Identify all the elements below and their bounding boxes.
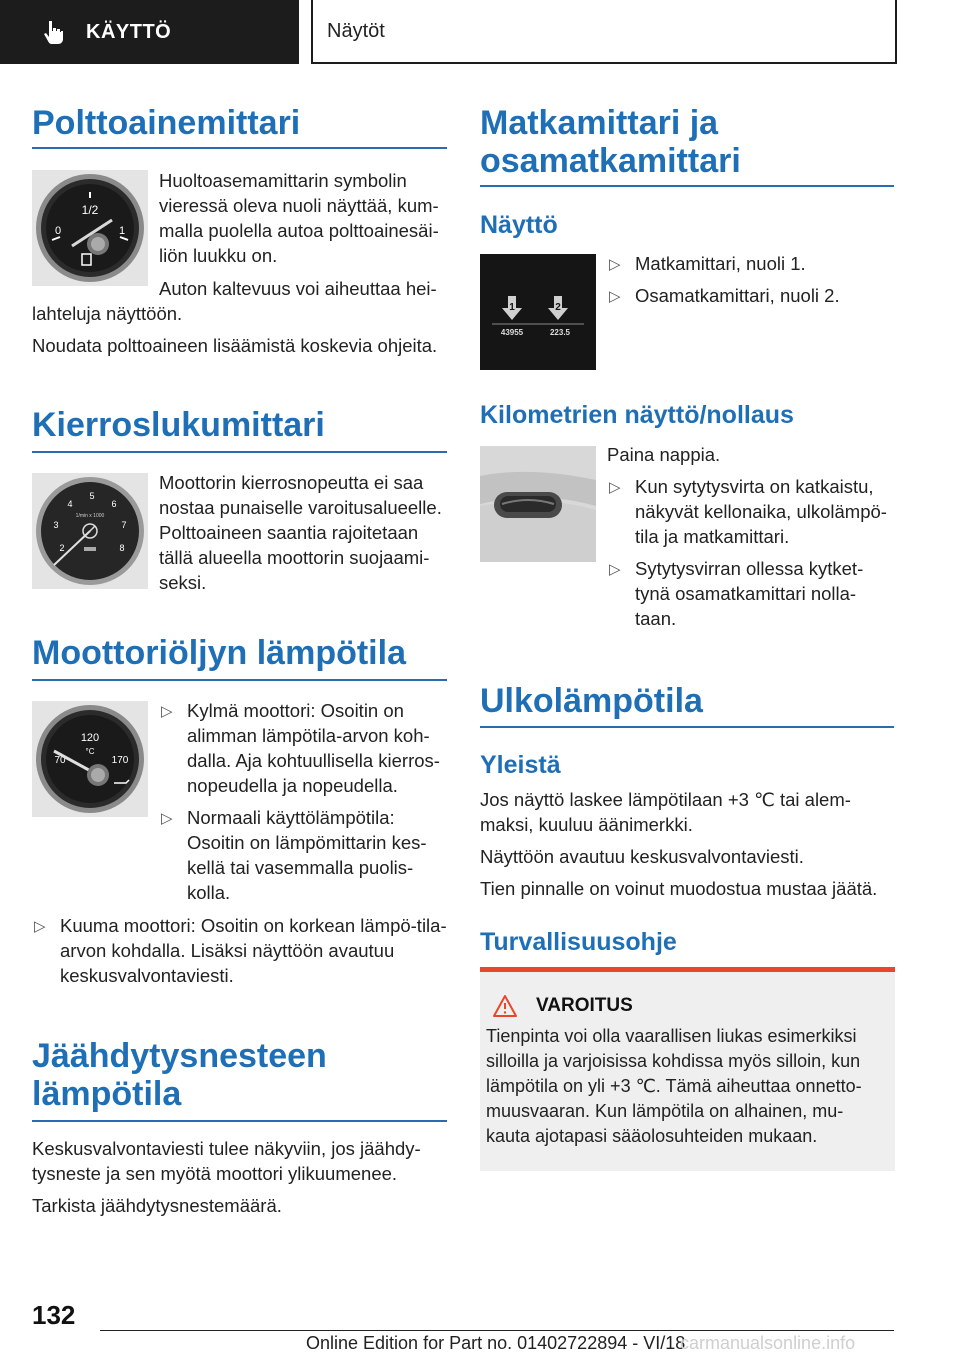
safety-title: Turvallisuusohje (480, 928, 677, 956)
chapter-tab (311, 0, 897, 64)
oil-gauge-mid: 120 (80, 732, 100, 744)
fuel-text2a: Auton kaltevuus voi aiheuttaa hei- (159, 278, 437, 299)
warning-box (480, 967, 895, 1171)
section-tab (0, 0, 299, 64)
hand-pointer-icon (40, 19, 66, 45)
oil-gauge-left: 70 (54, 755, 66, 766)
oil-item-1-text: Kylmä moottori: Osoitin on alimman lämpötila-arvon koh-dalla. Aja kohtuullisella kierros-nopeudella ja nopeudella. (187, 700, 440, 796)
rpm-text: Moottorin kierrosnopeutta ei saa nostaa punaiselle varoitusalueelle. Polttoaineen saantia rajoitetaan tällä alueella moottorin suojaami-seksi. (159, 472, 442, 593)
trip-section (480, 104, 894, 187)
coolant-text1: Keskusvalvontaviesti tulee näkyviin, jos jäähdy-tysneste ja sen myötä moottori ylikuumenee. (32, 1138, 421, 1184)
fuel-gauge-mid: 1/2 (81, 203, 99, 217)
oil-rule (32, 679, 447, 681)
triangle-bullet-icon: ▷ (161, 810, 173, 827)
rpm-tick-7: 7 (121, 520, 127, 530)
outside-text3: Tien pinnalle on voinut muodostua mustaa jäätä. (480, 878, 878, 899)
rpm-unit-label: 1/min x 1000 (75, 513, 105, 519)
watermark: carmanualsonline.info (680, 1333, 856, 1353)
rpm-tick-3: 3 (53, 520, 59, 530)
rpm-tick-8: 8 (119, 543, 125, 553)
oil-item-3-text: Kuuma moottori: Osoitin on korkean lämpö-tila-arvon kohdalla. Lisäksi näyttöön avautuu keskusvalvontaviesti. (60, 915, 447, 986)
oil-item-3 (32, 913, 447, 988)
trip-arrow2-label: 2 (555, 302, 561, 313)
oil-section (32, 634, 447, 681)
warning-bar (480, 967, 895, 972)
rpm-rule (32, 451, 447, 453)
triangle-bullet-icon: ▷ (609, 479, 621, 496)
edition-line: Online Edition for Part no. 01402722894 - VI/18 (306, 1333, 686, 1353)
trip-title-line1: Matkamittari ja (480, 104, 719, 142)
outside-text2: Näyttöön avautuu keskusvalvontaviesti. (480, 846, 804, 867)
reset-item-1 (607, 474, 894, 549)
warning-title: VAROITUS (536, 995, 633, 1016)
reset-button-image (480, 446, 596, 562)
reset-item-2 (607, 556, 894, 631)
fuel-gauge-right: 1 (118, 225, 126, 237)
outside-rule (480, 726, 894, 728)
oil-list-outer (32, 913, 447, 988)
trip-list (607, 251, 894, 308)
rpm-section (32, 406, 447, 453)
coolant-text2: Tarkista jäähdytysnestemäärä. (32, 1195, 282, 1216)
triangle-bullet-icon: ▷ (34, 918, 46, 935)
fuel-section (32, 104, 447, 149)
oil-title: Moottoriöljyn lämpötila (32, 634, 406, 672)
coolant-rule (32, 1120, 447, 1122)
fuel-title: Polttoainemittari (32, 104, 301, 142)
oil-gauge-right: 170 (111, 755, 129, 766)
reset-list (607, 474, 894, 631)
oil-gauge-image (32, 701, 148, 817)
outside-text1: Jos näyttö laskee lämpötilaan +3 ℃ tai alem-maksi, kuuluu äänimerkki. (480, 789, 851, 835)
rpm-tick-6: 6 (111, 499, 117, 509)
trip-trip-value: 223.5 (549, 328, 571, 337)
triangle-bullet-icon: ▷ (161, 703, 173, 720)
chapter-label: Näytöt (327, 19, 385, 42)
trip-item-1-text: Matkamittari, nuoli 1. (635, 253, 806, 274)
trip-odo-value: 43955 (500, 328, 524, 337)
triangle-bullet-icon: ▷ (609, 288, 621, 305)
rpm-tick-2: 2 (59, 543, 65, 553)
section-label: KÄYTTÖ (86, 20, 172, 43)
footer-rule (100, 1330, 894, 1331)
rpm-tick-5: 5 (89, 491, 95, 501)
warning-triangle-icon (492, 994, 518, 1018)
triangle-bullet-icon: ▷ (609, 561, 621, 578)
trip-subtitle: Näyttö (480, 211, 558, 239)
oil-gauge-unit: °C (85, 747, 95, 756)
fuel-rule (32, 147, 447, 149)
trip-item-1 (607, 251, 894, 276)
fuel-text3: Noudata polttoaineen lisäämistä koskevia ohjeita. (32, 335, 438, 356)
trip-display-image (480, 254, 596, 370)
triangle-bullet-icon: ▷ (609, 256, 621, 273)
fuel-text2b: lahteluja näyttöön. (32, 303, 183, 324)
oil-list-inner (159, 698, 451, 905)
outside-subtitle: Yleistä (480, 751, 561, 779)
fuel-gauge-image (32, 170, 148, 286)
rpm-tick-4: 4 (67, 499, 73, 509)
reset-text: Paina nappia. (607, 444, 721, 465)
trip-rule (480, 185, 894, 187)
outside-title: Ulkolämpötila (480, 682, 703, 720)
trip-item-2-text: Osamatkamittari, nuoli 2. (635, 285, 840, 306)
rpm-title: Kierroslukumittari (32, 406, 325, 444)
rpm-gauge-image (32, 473, 148, 589)
reset-item-1-text: Kun sytytysvirta on katkaistu, näkyvät kellonaika, ulkolämpö-tila ja matkamittari. (635, 476, 887, 547)
oil-item-1 (159, 698, 451, 798)
trip-arrow1-label: 1 (509, 302, 515, 313)
reset-item-2-text: Sytytysvirran ollessa kytket-tynä osamatkamittari nolla-taan. (635, 558, 864, 629)
warning-text: Tienpinta voi olla vaarallisen liukas esimerkiksi silloilla ja varjoisissa kohdissa myös silloin, kun lämpötila on yli +3 ℃. Tämä aiheuttaa onnetto-muusvaaran. Kun lämpötila on alhainen, mu-kauta ajotapasi sääolosuhteiden mukaan. (486, 1026, 862, 1146)
fuel-text1: Huoltoasemamittarin symbolin vieressä oleva nuoli näyttää, kum-malla puolella autoa polttoainesäi-liön luukku on. (159, 170, 439, 266)
reset-title: Kilometrien näyttö/nollaus (480, 401, 794, 429)
fuel-gauge-left: 0 (54, 225, 62, 237)
coolant-title-line2: lämpötila (32, 1075, 182, 1113)
trip-item-2 (607, 283, 894, 308)
trip-title-line2: osamatkamittari (480, 142, 741, 180)
outside-section (480, 682, 894, 728)
coolant-section (32, 1037, 447, 1122)
oil-item-2 (159, 805, 451, 905)
oil-item-2-text: Normaali käyttölämpötila: Osoitin on lämpömittarin kes-kellä tai vasemmalla puolis-kolla. (187, 807, 427, 903)
page-number: 132 (32, 1300, 76, 1330)
coolant-title-line1: Jäähdytysnesteen (32, 1037, 327, 1075)
